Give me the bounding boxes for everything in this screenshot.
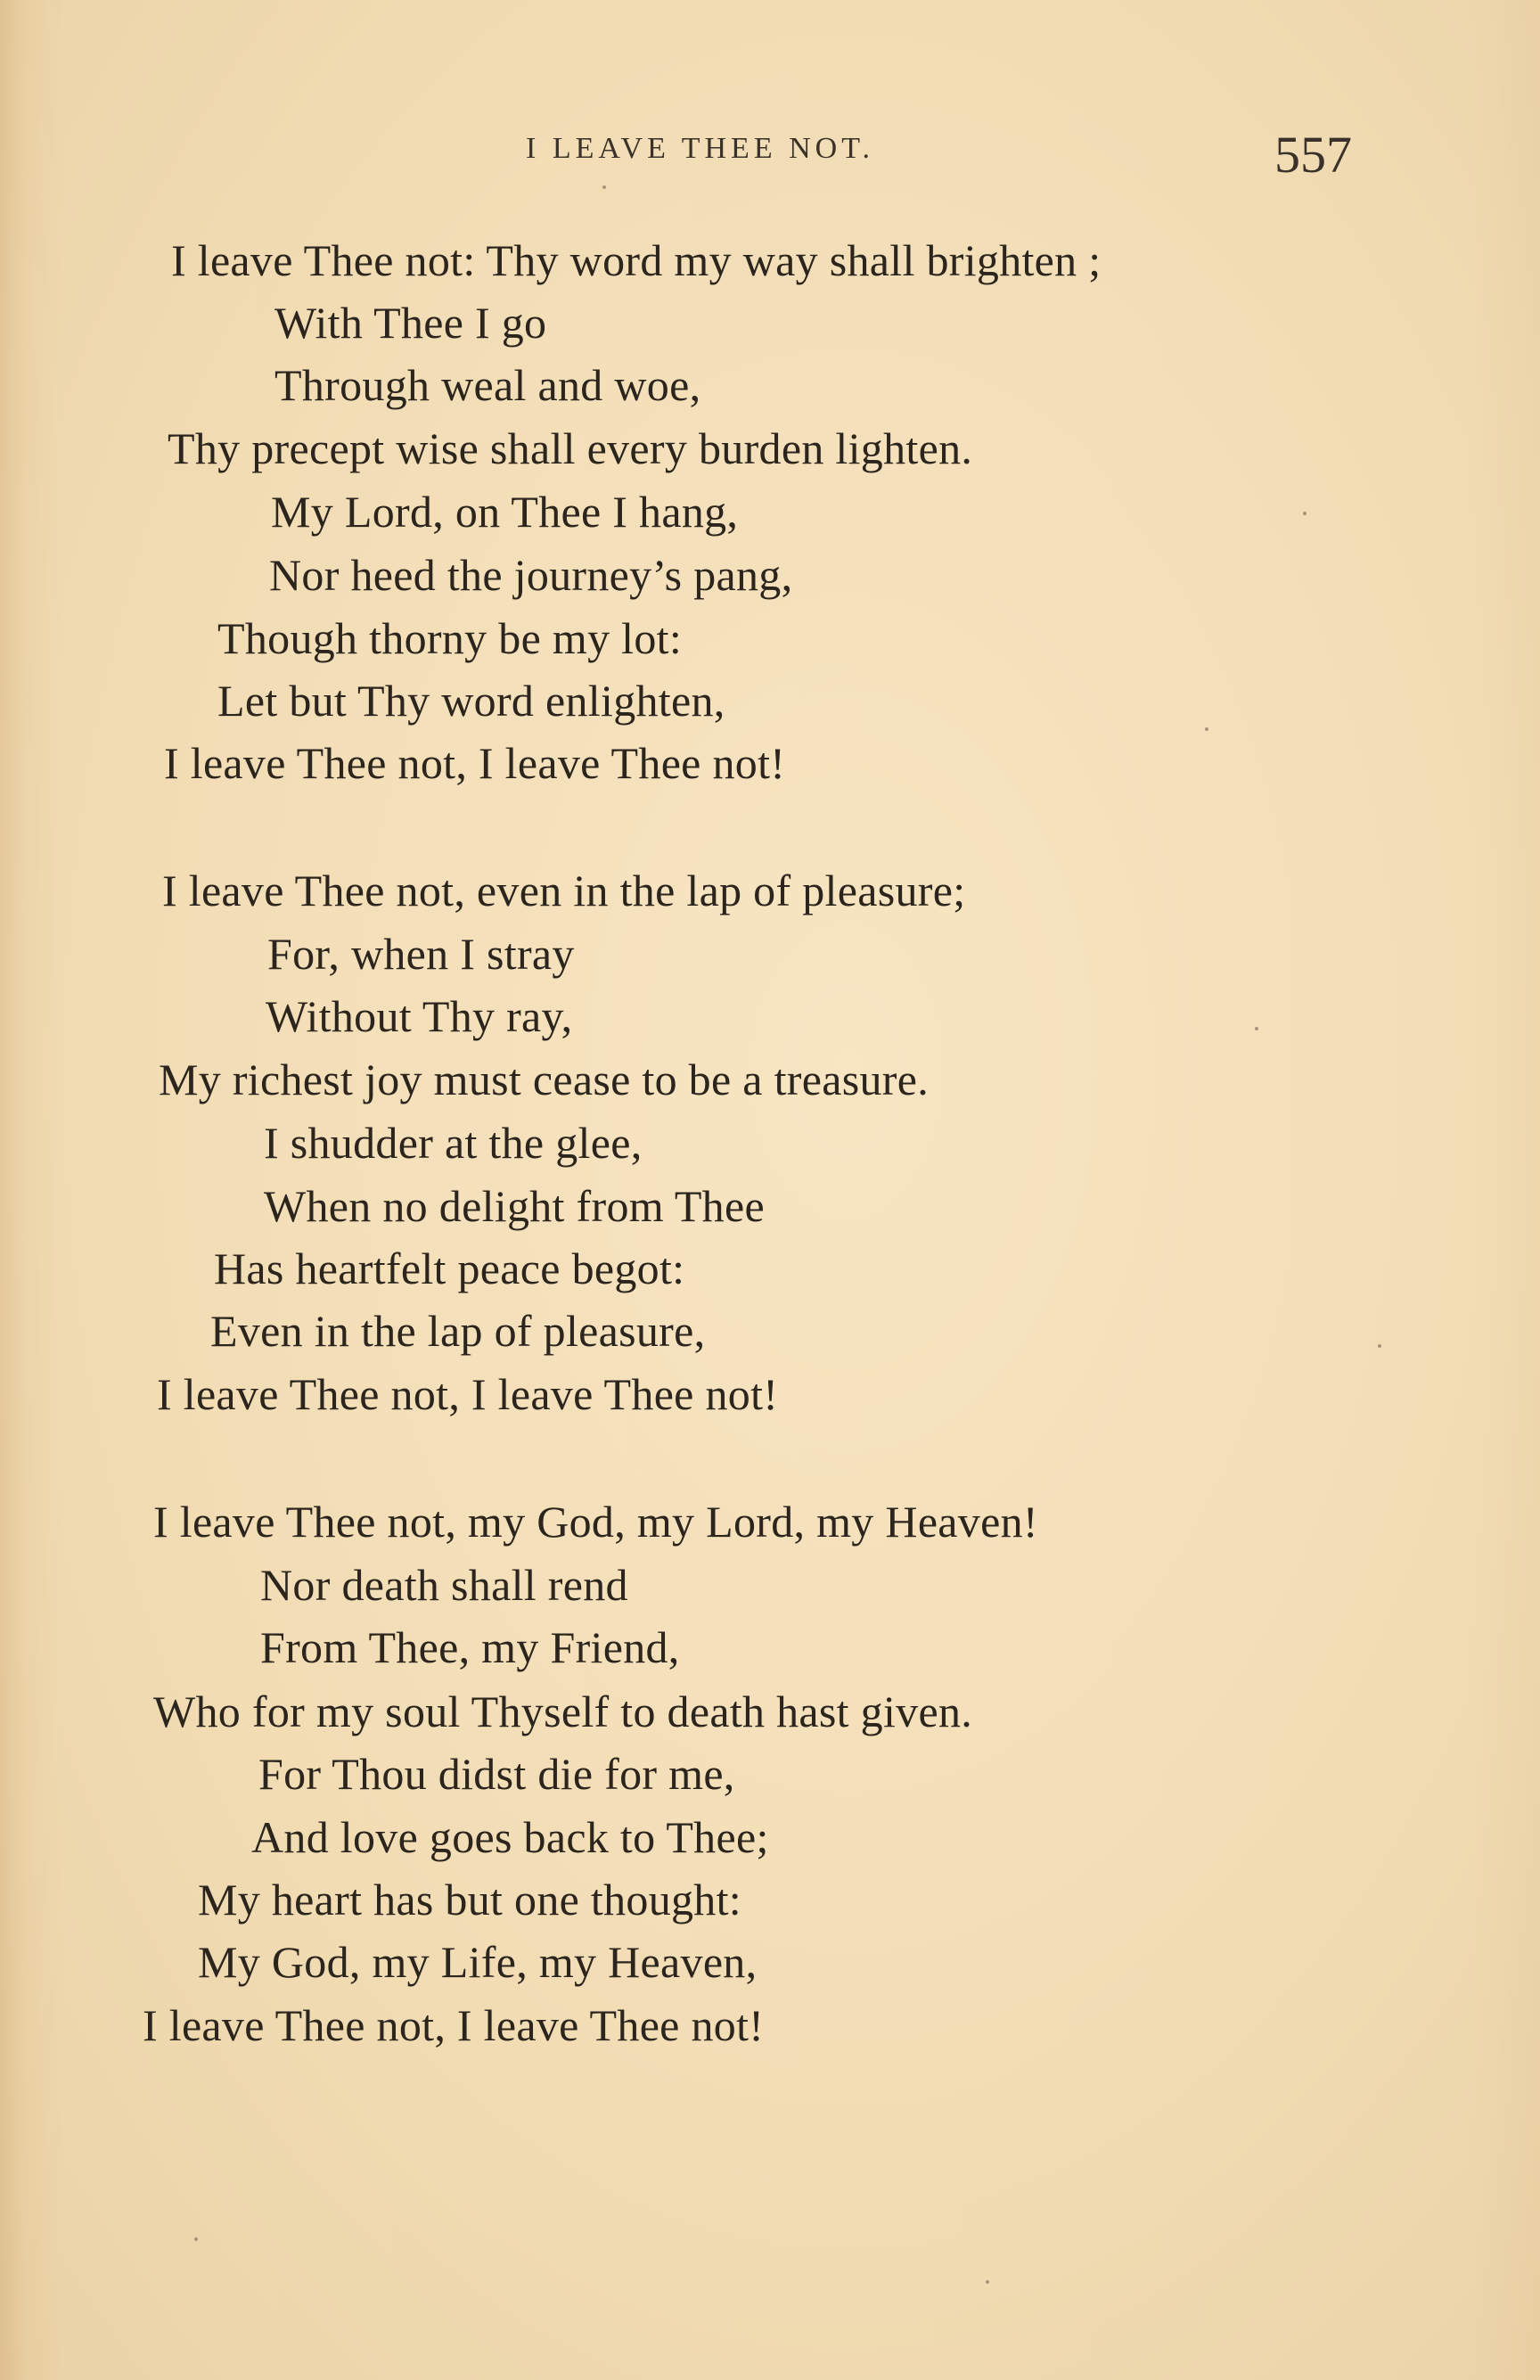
verse-line: I leave Thee not, I leave Thee not!	[164, 738, 786, 788]
verse-line: I leave Thee not, I leave Thee not!	[157, 1369, 779, 1419]
verse-line: Has heartfelt peace begot:	[214, 1243, 685, 1293]
paper-speck	[1255, 1027, 1258, 1030]
verse-line: From Thee, my Friend,	[260, 1622, 680, 1672]
verse-line: Though thorny be my lot:	[217, 613, 683, 663]
page-number: 557	[1274, 126, 1352, 184]
verse-line: With Thee I go	[274, 298, 547, 348]
verse-line: My Lord, on Thee I hang,	[271, 487, 739, 537]
verse-line: My heart has but one thought:	[198, 1875, 741, 1925]
paper-speck	[602, 185, 606, 189]
verse-line: Even in the lap of pleasure,	[210, 1306, 706, 1356]
verse-line: I leave Thee not, my God, my Lord, my Heaven!	[153, 1497, 1038, 1547]
verse-line: My richest joy must cease to be a treasure.	[159, 1055, 929, 1104]
verse-line: Let but Thy word enlighten,	[217, 676, 725, 726]
paper-speck	[1378, 1344, 1381, 1348]
verse-line: Nor heed the journey’s pang,	[269, 550, 793, 600]
running-head: I LEAVE THEE NOT.	[526, 132, 874, 165]
verse-line: When no delight from Thee	[264, 1181, 765, 1231]
verse-line: I leave Thee not: Thy word my way shall brighten ;	[171, 235, 1102, 285]
verse-line: For, when I stray	[267, 929, 575, 979]
verse-line: And love goes back to Thee;	[251, 1812, 769, 1862]
verse-line: Who for my soul Thyself to death hast given.	[153, 1687, 973, 1736]
paper-speck	[986, 2280, 989, 2284]
paper-speck	[1205, 727, 1208, 731]
verse-line: Nor death shall rend	[260, 1560, 628, 1610]
verse-line: Without Thy ray,	[266, 991, 573, 1041]
verse-line: I leave Thee not, I leave Thee not!	[143, 2000, 765, 2050]
verse-line: I shudder at the glee,	[264, 1118, 643, 1168]
verse-line: Thy precept wise shall every burden lighten.	[168, 423, 973, 473]
paper-speck	[194, 2237, 198, 2241]
verse-line: I leave Thee not, even in the lap of pleasure;	[162, 866, 966, 915]
paper-speck	[1303, 512, 1307, 515]
verse-line: For Thou didst die for me,	[258, 1749, 735, 1799]
verse-line: Through weal and woe,	[274, 360, 701, 410]
verse-line: My God, my Life, my Heaven,	[198, 1937, 758, 1987]
